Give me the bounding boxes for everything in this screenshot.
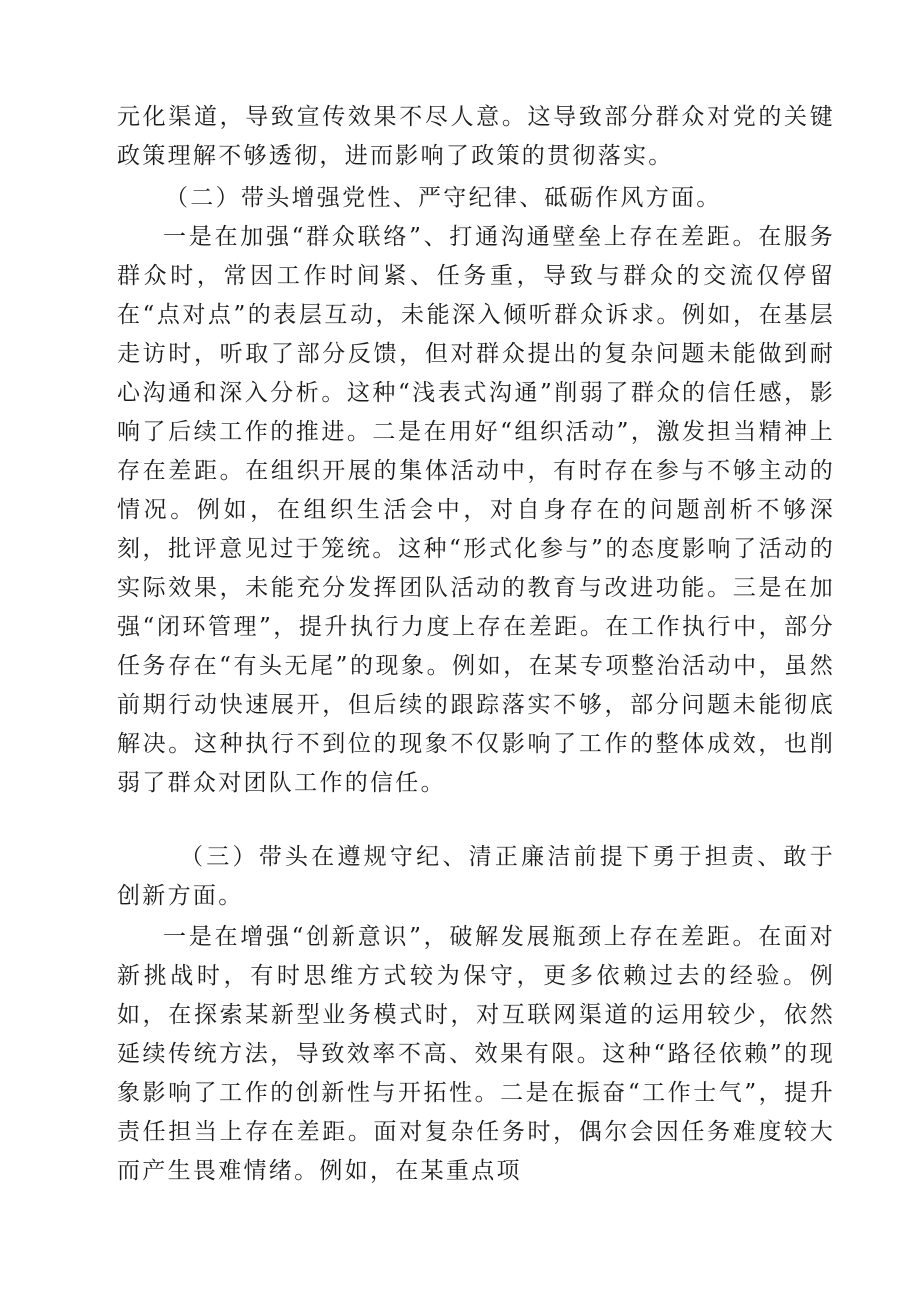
paragraph-continuation: 元化渠道，导致宣传效果不尽人意。这导致部分群众对党的关键政策理解不够透彻，进而影响了政策的贯彻落实。 — [117, 104, 835, 169]
section-heading-2: （二）带头增强党性、严守纪律、砥砺作风方面。 — [165, 185, 722, 211]
section-heading-3: （三）带头在遵规守纪、清正廉洁前提下勇于担责、敢于创新方面。 — [117, 844, 835, 909]
paragraph-section-3: 一是在增强“创新意识”，破解发展瓶颈上存在差距。在面对新挑战时，有时思维方式较为保守，更多依赖过去的经验。例如，在探索某新型业务模式时，对互联网渠道的运用较少，依然延续传统方法，导致效率不高、效果有限。这种“路径依赖”的现象影响了工作的创新性与开拓性。二是在振奋“工作士气”，提升责任担当上存在差距。面对复杂任务时，偶尔会因任务难度较大而产生畏难情绪。例如，在某重点项 — [117, 924, 835, 1184]
paragraph-section-2: 一是在加强“群众联络”、打通沟通壁垒上存在差距。在服务群众时，常因工作时间紧、任务重，导致与群众的交流仅停留在“点对点”的表层互动，未能深入倾听群众诉求。例如，在基层走访时，听取了部分反馈，但对群众提出的复杂问题未能做到耐心沟通和深入分析。这种“浅表式沟通”削弱了群众的信任感，影响了后续工作的推进。二是在用好“组织活动”，激发担当精神上存在差距。在组织开展的集体活动中，有时存在参与不够主动的情况。例如，在组织生活会中，对自身存在的问题剖析不够深刻，批评意见过于笼统。这种“形式化参与”的态度影响了活动的实际效果，未能充分发挥团队活动的教育与改进功能。三是在加强“闭环管理”，提升执行力度上存在差距。在工作执行中，部分任务存在“有头无尾”的现象。例如，在某专项整治活动中，虽然前期行动快速展开，但后续的跟踪落实不够，部分问题未能彻底解决。这种执行不到位的现象不仅影响了工作的整体成效，也削弱了群众对团队工作的信任。 — [117, 224, 835, 796]
